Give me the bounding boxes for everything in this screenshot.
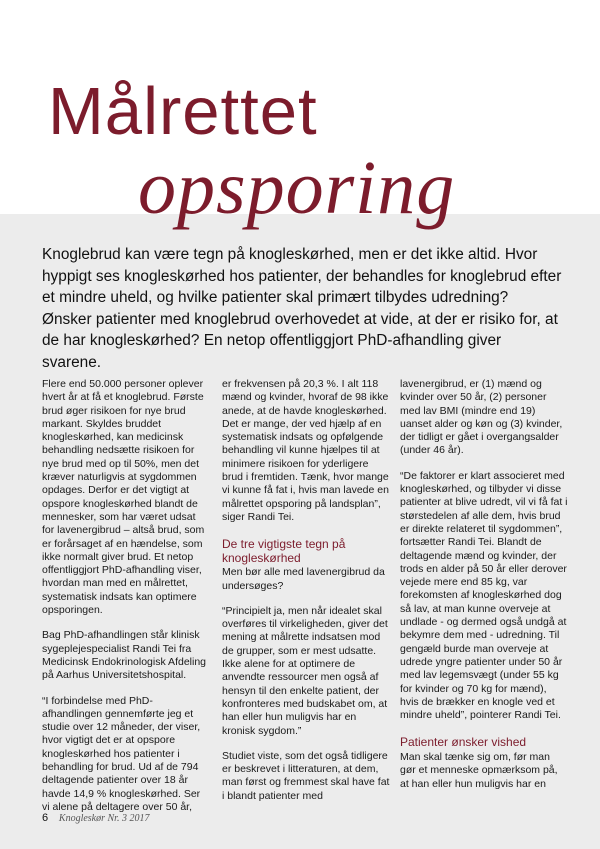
col2-paragraph-2: Men bør alle med lavenergibrud da undersøges?: [222, 566, 385, 592]
title-line-1: Målrettet: [48, 74, 318, 149]
col2-paragraph-1: er frekvensen på 20,3 %. I alt 118 mænd og kvinder, hvoraf de 98 ikke anede, at de havde knogleskørhed. Det er mange, der ved hjælp af en systematisk indsats og opfølgende behandling vil kunne hjælpes til at minimere risikoen for yderligere brud i fremtiden. Tænk, hvor mange vi kunne få fat i, hvis man lavede en målrettet opsporing på landsplan”, siger Randi Tei.: [222, 378, 389, 523]
subheading-tre-tegn: De tre vigtigste tegn på knogleskørhed: [222, 537, 346, 565]
col3-paragraph-2: “De faktorer er klart associeret med knogleskørhed, og tilbyder vi disse patienter at blive udredt, vil vi få fat i størstedelen af alle dem, hvis brud er direkte relateret til sygdommen”, fortsætter Randi Tei. Blandt de deltagende mænd og kvinder, der trods en alder på 50 år eller derover vejede mere end 85 kg, var forekomsten af knogleskørhed dog så lav, at man kunne overveje at undlade - og dermed også undgå at bekymre dem med - udredning. Til gengæld burde man overveje at udrede yngre patienter under 50 år med lav legemsvægt (under 55 kg for kvinder og 70 kg for mænd), hvis de brækker en knogle ved et mindre uheld”, pointerer Randi Tei.: [400, 469, 568, 722]
col2-paragraph-4: Studiet viste, som det også tidligere er beskrevet i litteraturen, at dem, man først og fremmest skal have fat i blandt patienter med: [222, 749, 390, 802]
page-footer: [42, 812, 149, 824]
article-column-2: [222, 378, 390, 815]
col2-paragraph-3: “Principielt ja, men når idealet skal overføres til virkeligheden, giver det mening at målrette indsatsen mod de grupper, som er mest udsatte. Ikke alene for at optimere de anvendte ressourcer men også af hensyn til den enkelte patient, der konfronteres med budskabet om, at han eller hun muligvis har en kronisk sygdom.”: [222, 604, 388, 737]
title-line-2: opsporing: [138, 146, 456, 230]
col1-paragraph-2: Bag PhD-afhandlingen står klinisk sygeplejespecialist Randi Tei fra Medicinsk Endokrinologisk Afdeling på Aarhus Universitetshospital.: [42, 629, 207, 682]
col1-paragraph-1: Flere end 50.000 personer oplever hvert år at få et knoglebrud. Første brud øger risikoen for nye brud markant. Skyldes bruddet knogleskørhed, kan medicinsk behandling nedsætte risikoen for nye brud med op til 50%, men det kræver naturligvis at sygdommen opdages. Derfor er det vigtigt at opspore knogleskørhed blandt de mennesker, som har været udsat for lavenergibrud – altså brud, som er forårsaget af en hændelse, som ikke normalt giver brud. Et netop offentliggjort PhD-afhandling viser, hvordan man med en målrettet, systematisk indsats kan optimere opsporingen.: [42, 378, 205, 617]
magazine-issue: Knogleskør Nr. 3 2017: [58, 813, 150, 824]
col1-paragraph-3: “I forbindelse med PhD-afhandlingen gennemførte jeg et studie over 12 måneder, der viser, hvor vigtigt det er at opspore knogleskørhed hos patienter i behandling for brud. Ud af de 794 deltagende patienter over 18 år havde 14,9 % knogleskørhed. Ser vi alene på deltagere over 50 år,: [42, 694, 201, 813]
page-number: 6: [42, 812, 49, 824]
article-column-3: [400, 378, 568, 803]
subheading-patienter-vished: Patienter ønsker vished: [400, 735, 527, 750]
article-column-1: [42, 378, 210, 826]
col3-paragraph-3: Man skal tænke sig om, før man gør et menneske opmærksom på, at han eller hun muligvis har en: [400, 750, 558, 790]
lead-paragraph: Knoglebrud kan være tegn på knogleskørhed, men er det ikke altid. Hvor hyppigt ses knogleskørhed hos patienter, der behandles for knoglebrud efter et mindre uheld, og hvilke patienter skal primært tilbydes udredning? Ønsker patienter med knoglebrud overhovedet at vide, at der er risiko for, at de har knogleskørhed? En netop offentliggjort PhD-afhandling giver svarene.: [42, 246, 562, 371]
col3-paragraph-1: lavenergibrud, er (1) mænd og kvinder over 50 år, (2) personer med lav BMI (mindre end 19) uanset alder og køn og (3) kvinder, der tidligt er gået i overgangsalder (under 46 år).: [400, 378, 563, 457]
